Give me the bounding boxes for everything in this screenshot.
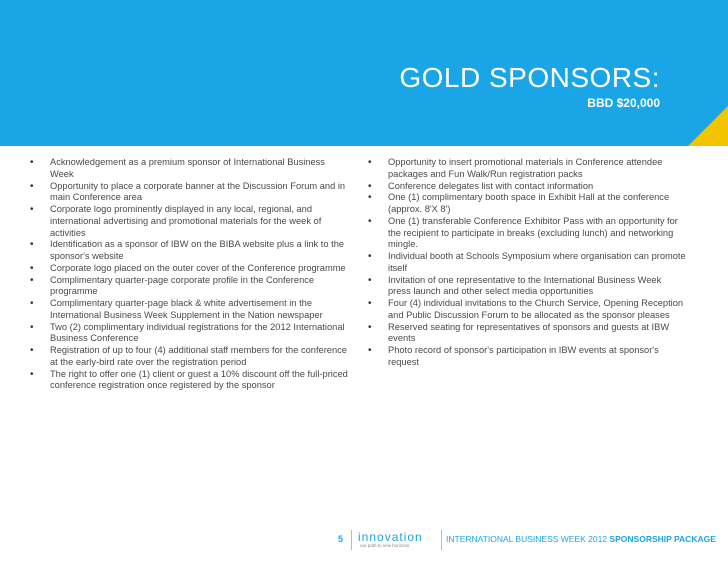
benefits-left-column — [30, 157, 348, 392]
benefit-text: Two (2) complimentary individual registrations for the 2012 International Business Conference — [50, 321, 345, 344]
benefit-item — [368, 157, 686, 181]
benefit-item — [30, 181, 348, 205]
benefit-text: Invitation of one representative to the International Business Week press launch and other select media opportunities — [388, 274, 662, 297]
benefit-text: Registration of up to four (4) additional staff members for the conference at the early-bird rate over the registration period — [50, 345, 347, 367]
bullet-icon: • — [30, 262, 34, 274]
sponsorship-price: BBD $20,000 — [587, 96, 660, 110]
benefit-item — [30, 322, 348, 346]
benefit-text: One (1) complimentary booth space in Exhibit Hall at the conference (approx. 8'X 8') — [388, 192, 670, 214]
bullet-icon: • — [30, 298, 34, 309]
benefit-text: The right to offer one (1) client or guest a 10% discount off the full-priced conference registration once registered by the sponsor — [50, 368, 348, 391]
benefit-text: Individual booth at Schools Symposium where organisation can promote itself — [388, 251, 686, 273]
benefit-text: Conference delegates list with contact information — [388, 180, 594, 191]
bullet-icon: • — [30, 345, 34, 356]
benefit-item — [368, 322, 686, 346]
benefit-text: Complimentary quarter-page black & white advertisement in the International Business Week Supplement in the Nation newspaper — [50, 298, 323, 320]
footer-divider — [351, 530, 352, 550]
logo-wordmark: innovation — [358, 530, 423, 544]
corner-accent — [688, 106, 728, 146]
benefit-item — [368, 345, 686, 369]
bullet-icon: • — [30, 321, 34, 333]
benefit-text: Acknowledgement as a premium sponsor of International Business Week — [50, 157, 325, 179]
benefit-text: Opportunity to place a corporate banner at the Discussion Forum and in main Conference area — [50, 180, 346, 203]
bullet-icon: • — [368, 345, 372, 356]
bullet-icon: • — [30, 239, 34, 251]
bullet-icon: • — [368, 157, 372, 168]
logo-tagline: our path to new horizons — [360, 543, 410, 548]
bullet-icon: • — [30, 180, 34, 192]
benefit-item — [368, 192, 686, 216]
benefit-item — [30, 369, 348, 393]
page-footer — [0, 530, 728, 550]
bullet-icon: • — [368, 192, 372, 204]
benefit-item — [30, 263, 348, 275]
benefit-item — [368, 275, 686, 299]
bullet-icon: • — [368, 298, 372, 309]
header-banner — [0, 0, 728, 146]
benefit-item — [30, 275, 348, 299]
bullet-icon: • — [30, 274, 34, 286]
benefit-text: Identification as a sponsor of IBW on the BIBA website plus a link to the sponsor's website — [50, 239, 345, 261]
bullet-icon: • — [30, 204, 34, 215]
bullet-icon: • — [30, 157, 34, 168]
footer-package-name: SPONSORSHIP PACKAGE — [609, 534, 716, 544]
bullet-icon: • — [368, 180, 372, 192]
benefit-text: Four (4) individual invitations to the Church Service, Opening Reception and Public Discussion Forum to be allocated as the sponsor pleases — [388, 298, 684, 320]
benefit-item — [368, 181, 686, 193]
benefit-text: Opportunity to insert promotional materials in Conference attendee packages and Fun Walk/Run registration packs — [388, 157, 663, 179]
benefit-item — [30, 204, 348, 239]
benefit-text: Reserved seating for representatives of sponsors and guests at IBW events — [388, 321, 670, 344]
benefit-text: Corporate logo prominently displayed in any local, regional, and international advertising and promotional materials for the week of activities — [50, 204, 322, 238]
benefit-text: Complimentary quarter-page corporate profile in the Conference programme — [50, 274, 315, 297]
bullet-icon: • — [368, 321, 372, 333]
page-title: GOLD SPONSORS: — [399, 62, 660, 93]
footer-divider — [441, 530, 442, 550]
bullet-icon: • — [368, 274, 372, 286]
footer-event-text — [446, 534, 716, 544]
benefit-text: Corporate logo placed on the outer cover of the Conference programme — [50, 262, 346, 273]
bullet-icon: • — [368, 215, 372, 227]
benefits-right-column — [368, 157, 686, 369]
benefit-item — [368, 298, 686, 322]
benefit-text: One (1) transferable Conference Exhibitor Pass with an opportunity for the recipient to participate in breaks (excluding lunch) and networking mingle. — [388, 215, 678, 250]
innovation-logo — [358, 530, 438, 550]
benefit-item — [30, 345, 348, 369]
benefit-item — [368, 216, 686, 251]
benefit-item — [30, 239, 348, 263]
benefit-text: Photo record of sponsor's participation in IBW events at sponsor's request — [388, 345, 659, 367]
footer-event-name: INTERNATIONAL BUSINESS WEEK 2012 — [446, 534, 608, 544]
benefit-item — [30, 298, 348, 322]
benefit-item — [30, 157, 348, 181]
page-number: 5 — [338, 534, 344, 544]
bullet-icon: • — [368, 251, 372, 262]
bullet-icon: • — [30, 368, 34, 380]
benefit-item — [368, 251, 686, 275]
